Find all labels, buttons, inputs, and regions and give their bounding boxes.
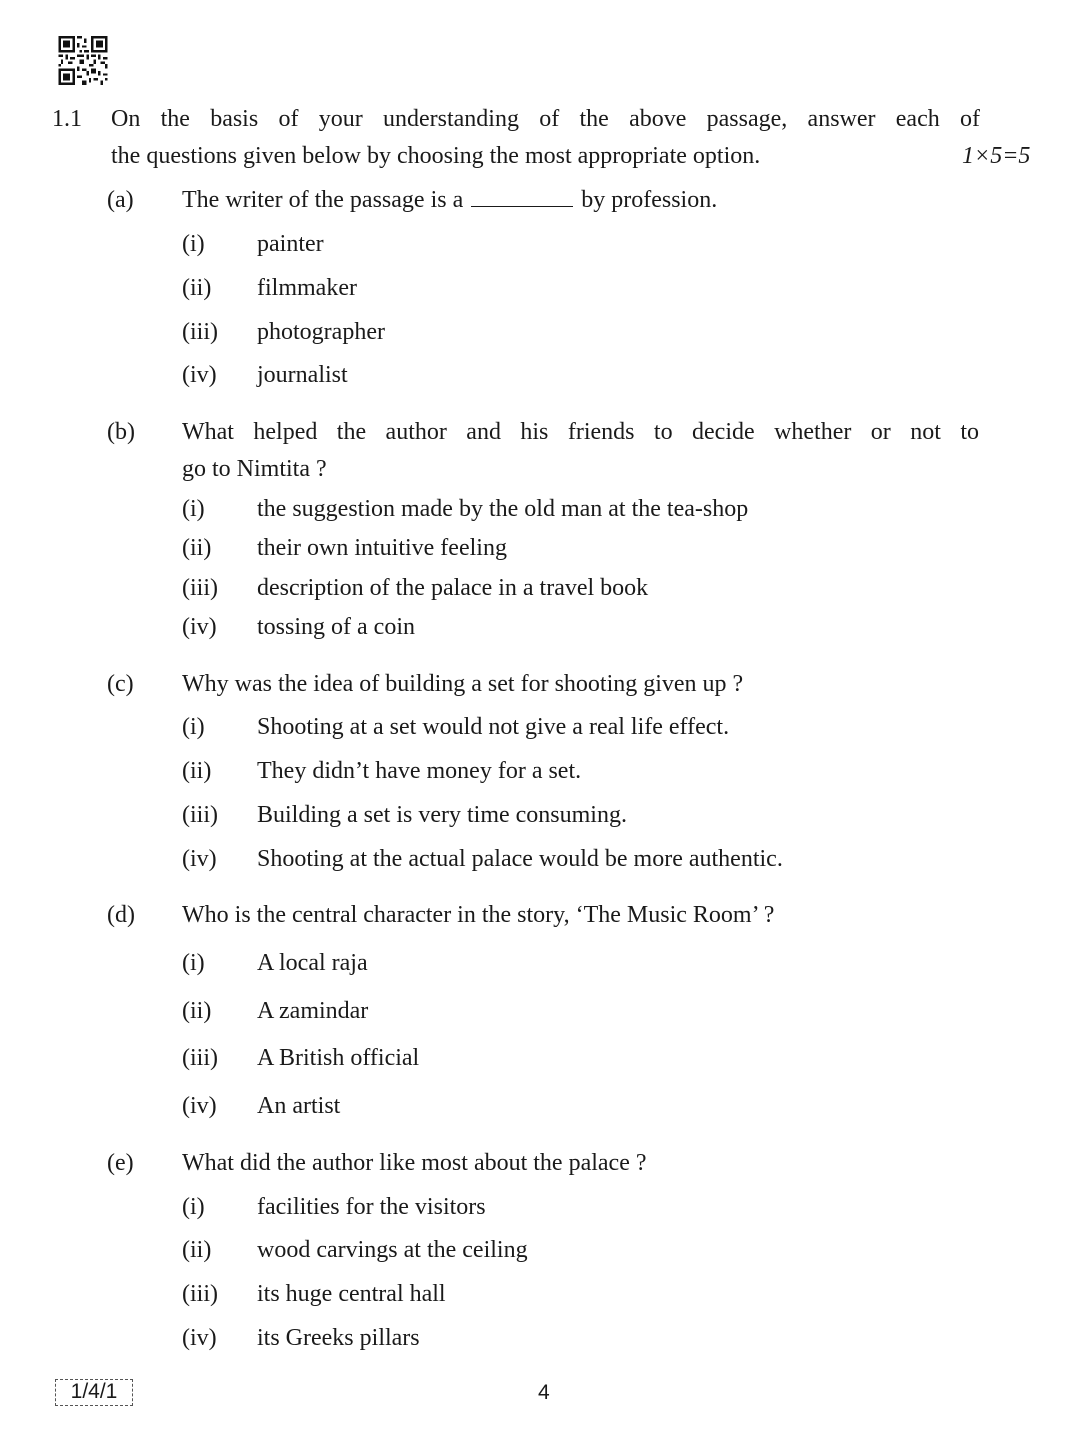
marks-allocation: 1×5=5 bbox=[962, 143, 1031, 169]
option-number: (ii) bbox=[182, 758, 212, 784]
qr-code-icon bbox=[57, 36, 109, 85]
option-text: description of the palace in a travel book bbox=[257, 575, 649, 601]
option-text: Shooting at a set would not give a real life effect. bbox=[257, 714, 730, 740]
option-text: filmmaker bbox=[257, 275, 357, 301]
option-number: (iii) bbox=[182, 575, 218, 601]
question-number: 1.1 bbox=[52, 106, 82, 132]
option-text: the suggestion made by the old man at the tea-shop bbox=[257, 496, 749, 522]
item-label: (d) bbox=[107, 902, 135, 928]
option-text: A local raja bbox=[257, 950, 368, 976]
option-number: (i) bbox=[182, 1194, 205, 1220]
option-text: journalist bbox=[257, 362, 348, 388]
option-text: facilities for the visitors bbox=[257, 1194, 486, 1220]
item-prompt-line2: go to Nimtita ? bbox=[182, 456, 327, 482]
option-number: (iv) bbox=[182, 362, 217, 388]
item-label: (e) bbox=[107, 1150, 134, 1176]
fill-in-blank bbox=[471, 206, 573, 207]
option-text: tossing of a coin bbox=[257, 614, 415, 640]
option-number: (i) bbox=[182, 231, 205, 257]
option-number: (iv) bbox=[182, 1325, 217, 1351]
option-text: They didn’t have money for a set. bbox=[257, 758, 582, 784]
option-number: (i) bbox=[182, 496, 205, 522]
option-number: (i) bbox=[182, 950, 205, 976]
page-number: 4 bbox=[538, 1381, 550, 1404]
option-text: A British official bbox=[257, 1045, 420, 1071]
item-prompt: Why was the idea of building a set for shooting given up ? bbox=[182, 671, 744, 697]
option-text: painter bbox=[257, 231, 324, 257]
item-prompt: Who is the central character in the story, ‘The Music Room’ ? bbox=[182, 902, 775, 928]
prompt-text: The writer of the passage is a bbox=[182, 187, 464, 213]
option-text: their own intuitive feeling bbox=[257, 535, 507, 561]
option-number: (ii) bbox=[182, 1237, 212, 1263]
option-number: (iv) bbox=[182, 1093, 217, 1119]
option-text: Shooting at the actual palace would be more authentic. bbox=[257, 846, 783, 872]
option-number: (iii) bbox=[182, 1045, 218, 1071]
item-prompt bbox=[182, 188, 717, 212]
option-text: A zamindar bbox=[257, 998, 369, 1024]
option-number: (i) bbox=[182, 714, 205, 740]
option-text: wood carvings at the ceiling bbox=[257, 1237, 528, 1263]
option-number: (iii) bbox=[182, 319, 218, 345]
prompt-text: by profession. bbox=[581, 187, 718, 213]
option-number: (ii) bbox=[182, 535, 212, 561]
item-label: (a) bbox=[107, 187, 134, 213]
paper-code-box: 1/4/1 bbox=[55, 1379, 133, 1406]
option-text: photographer bbox=[257, 319, 385, 345]
option-text: its huge central hall bbox=[257, 1281, 446, 1307]
question-instruction-line1: On the basis of your understanding of the above passage, answer each of bbox=[111, 106, 980, 132]
option-text: its Greeks pillars bbox=[257, 1325, 420, 1351]
option-number: (iii) bbox=[182, 802, 218, 828]
item-label: (c) bbox=[107, 671, 134, 697]
option-number: (ii) bbox=[182, 998, 212, 1024]
option-text: An artist bbox=[257, 1093, 341, 1119]
option-number: (iv) bbox=[182, 614, 217, 640]
item-prompt-line1: What helped the author and his friends to decide whether or not to bbox=[182, 419, 979, 445]
option-number: (ii) bbox=[182, 275, 212, 301]
item-label: (b) bbox=[107, 419, 135, 445]
option-number: (iii) bbox=[182, 1281, 218, 1307]
question-instruction-line2: the questions given below by choosing the most appropriate option. bbox=[111, 143, 761, 169]
option-number: (iv) bbox=[182, 846, 217, 872]
option-text: Building a set is very time consuming. bbox=[257, 802, 627, 828]
item-prompt: What did the author like most about the palace ? bbox=[182, 1150, 647, 1176]
